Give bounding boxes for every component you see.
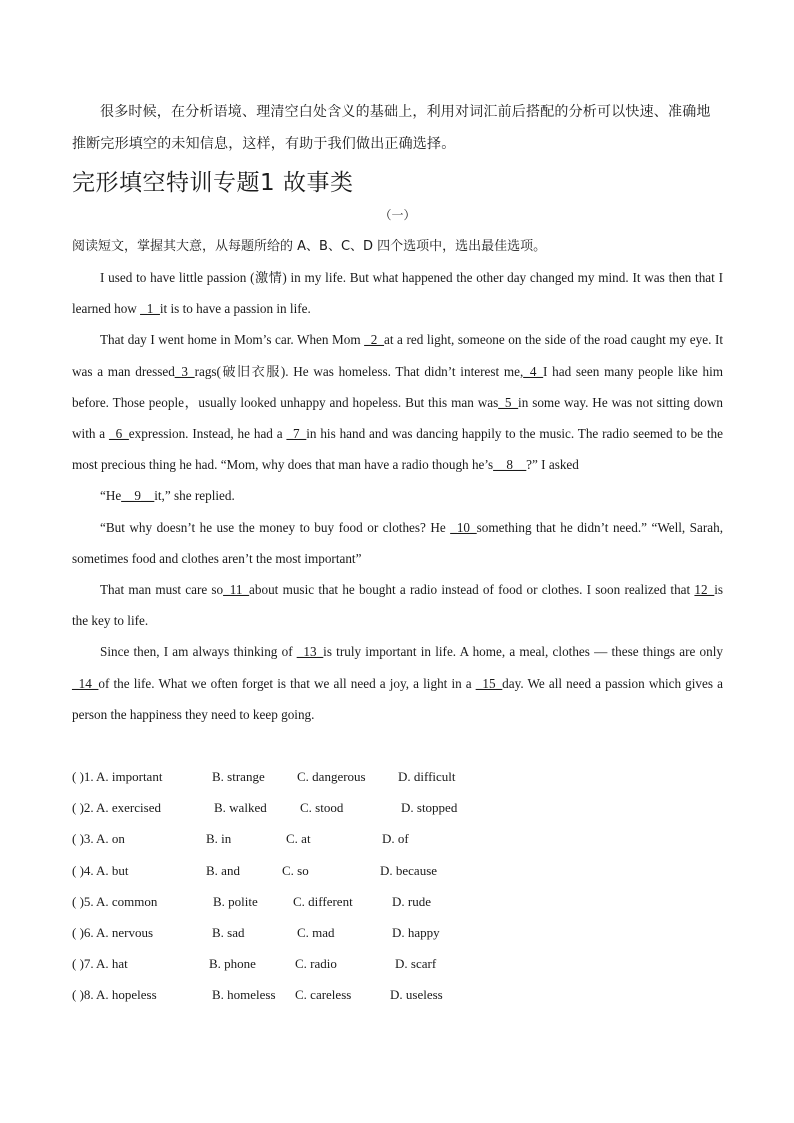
passage-text: it,” she replied. bbox=[154, 488, 235, 504]
option-a: A. common bbox=[96, 893, 158, 909]
option-b: B. sad bbox=[212, 924, 245, 940]
question-number: ( )7. bbox=[72, 956, 94, 972]
passage-text: expression. Instead, he had a bbox=[128, 426, 287, 442]
options-list bbox=[72, 761, 723, 1011]
option-row bbox=[72, 886, 723, 917]
blank-number: _7_ bbox=[286, 426, 307, 442]
question-number: ( )3. bbox=[72, 831, 94, 847]
passage-text: I used to have little passion (激情) in my life. But what happened the other day changed my mind. It was then that I learned how bbox=[72, 270, 723, 317]
option-c: C. mad bbox=[297, 924, 335, 940]
blank-number: _4_ bbox=[523, 363, 544, 379]
option-a: A. on bbox=[96, 831, 125, 847]
option-d: D. because bbox=[380, 862, 438, 878]
blank-number: _3_ bbox=[174, 363, 195, 379]
question-number: ( )2. bbox=[72, 800, 94, 816]
option-a: A. exercised bbox=[96, 800, 161, 816]
option-c: C. stood bbox=[300, 800, 344, 816]
passage-text: rags(破旧衣服). He was homeless. That didn’t interest me, bbox=[194, 363, 524, 379]
blank-number: _6_ bbox=[109, 426, 129, 442]
passage-paragraph bbox=[72, 636, 723, 730]
option-a: A. important bbox=[96, 769, 163, 784]
option-row bbox=[72, 917, 723, 948]
blank-number: _14_ bbox=[72, 675, 99, 691]
instruction-text: 阅读短文，掌握其大意，从每题所给的 A、B、C、D 四个选项中，选出最佳选项。 bbox=[72, 239, 547, 254]
blank-number: __8__ bbox=[493, 457, 527, 473]
option-d: D. rude bbox=[392, 893, 431, 909]
question-number: ( )1. bbox=[72, 769, 94, 784]
option-b: B. homeless bbox=[212, 987, 276, 1003]
passage-text: I had seen many people like him before. Those people，usually looked unhappy and hopeless. But this man was bbox=[72, 363, 723, 410]
page-title: 完形填空特训专题1 故事类 bbox=[72, 170, 354, 196]
question-number: ( )6. bbox=[72, 924, 94, 940]
passage-text: in his hand and was dancing happily to the music. The radio seemed to be the most precious thing he had. “Mom, why does that man have a radio though he’s bbox=[72, 426, 723, 473]
option-b: B. strange bbox=[212, 769, 265, 784]
passage bbox=[72, 262, 723, 730]
option-a: A. nervous bbox=[96, 924, 154, 940]
passage-text: is truly important in life. A home, a meal, clothes — these things are only bbox=[323, 644, 723, 660]
blank-number: _5_ bbox=[498, 394, 519, 410]
intro-paragraph: 很多时候，在分析语境、理清空白处含义的基础上，利用对词汇前后搭配的分析可以快速、准确地推断完形填空的未知信息，这样，有助于我们做出正确选择。 bbox=[72, 104, 711, 152]
passage-text: of the life. What we often forget is that we all need a joy, a light in a bbox=[98, 675, 476, 691]
blank-number: _11_ bbox=[223, 582, 250, 598]
option-d: D. of bbox=[382, 831, 409, 847]
passage-paragraph bbox=[72, 512, 723, 574]
passage-text: about music that he bought a radio instead of food or clothes. I soon realized that bbox=[249, 582, 695, 598]
passage-text: That man must care so bbox=[100, 582, 224, 598]
option-row bbox=[72, 823, 723, 854]
option-row bbox=[72, 761, 723, 792]
question-number: ( )8. bbox=[72, 987, 94, 1003]
blank-number: _13_ bbox=[296, 644, 324, 660]
passage-paragraph bbox=[72, 324, 723, 480]
option-b: B. in bbox=[206, 831, 232, 847]
option-a: A. hopeless bbox=[96, 987, 157, 1003]
option-b: B. polite bbox=[213, 893, 258, 909]
blank-number: _15_ bbox=[475, 675, 503, 691]
option-d: D. difficult bbox=[398, 769, 456, 784]
passage-text: “But why doesn’t he use the money to buy food or clothes? He bbox=[100, 519, 451, 535]
passage-text: at a red light, someone on the side of the road caught my eye. It was a man dressed bbox=[72, 332, 723, 379]
option-b: B. phone bbox=[209, 956, 256, 972]
passage-text: “He bbox=[100, 488, 122, 504]
passage-paragraph bbox=[72, 262, 723, 324]
passage-paragraph bbox=[72, 480, 723, 511]
option-a: A. hat bbox=[96, 956, 128, 972]
passage-paragraph bbox=[72, 574, 723, 636]
blank-number: _2_ bbox=[364, 332, 384, 348]
blank-number: __9__ bbox=[121, 488, 155, 504]
option-c: C. careless bbox=[295, 987, 352, 1003]
question-number: ( )5. bbox=[72, 893, 94, 909]
option-row bbox=[72, 948, 723, 979]
option-row bbox=[72, 979, 723, 1010]
passage-text: it is to have a passion in life. bbox=[159, 301, 311, 317]
passage-text: That day I went home in Mom’s car. When Mom bbox=[100, 332, 365, 348]
option-row bbox=[72, 792, 723, 823]
option-b: B. and bbox=[206, 862, 240, 878]
passage-text: in some way. He was not sitting down with a bbox=[72, 394, 724, 442]
option-c: C. different bbox=[293, 893, 353, 909]
option-b: B. walked bbox=[214, 800, 267, 816]
option-c: C. radio bbox=[295, 956, 337, 972]
blank-number: _1_ bbox=[140, 301, 160, 317]
blank-number: _10_ bbox=[450, 519, 477, 535]
option-d: D. useless bbox=[390, 987, 443, 1003]
passage-text: Since then, I am always thinking of bbox=[100, 644, 297, 660]
option-c: C. dangerous bbox=[297, 769, 366, 784]
blank-number: 12_ bbox=[694, 582, 715, 598]
option-c: C. so bbox=[282, 862, 309, 878]
option-d: D. happy bbox=[392, 924, 440, 940]
option-a: A. but bbox=[96, 862, 129, 878]
option-row bbox=[72, 855, 723, 886]
section-number: （一） bbox=[379, 208, 416, 222]
option-d: D. scarf bbox=[395, 956, 437, 972]
passage-text: something that he didn’t need.” “Well, Sarah, sometimes food and clothes aren’t the most important” bbox=[72, 519, 723, 566]
passage-text: ?” I asked bbox=[526, 457, 579, 473]
option-d: D. stopped bbox=[401, 800, 458, 816]
passage-text: is the key to life. bbox=[72, 582, 723, 629]
question-number: ( )4. bbox=[72, 862, 94, 878]
option-c: C. at bbox=[286, 831, 311, 847]
passage-text: day. We all need a passion which gives a person the happiness they need to keep going. bbox=[72, 675, 723, 722]
